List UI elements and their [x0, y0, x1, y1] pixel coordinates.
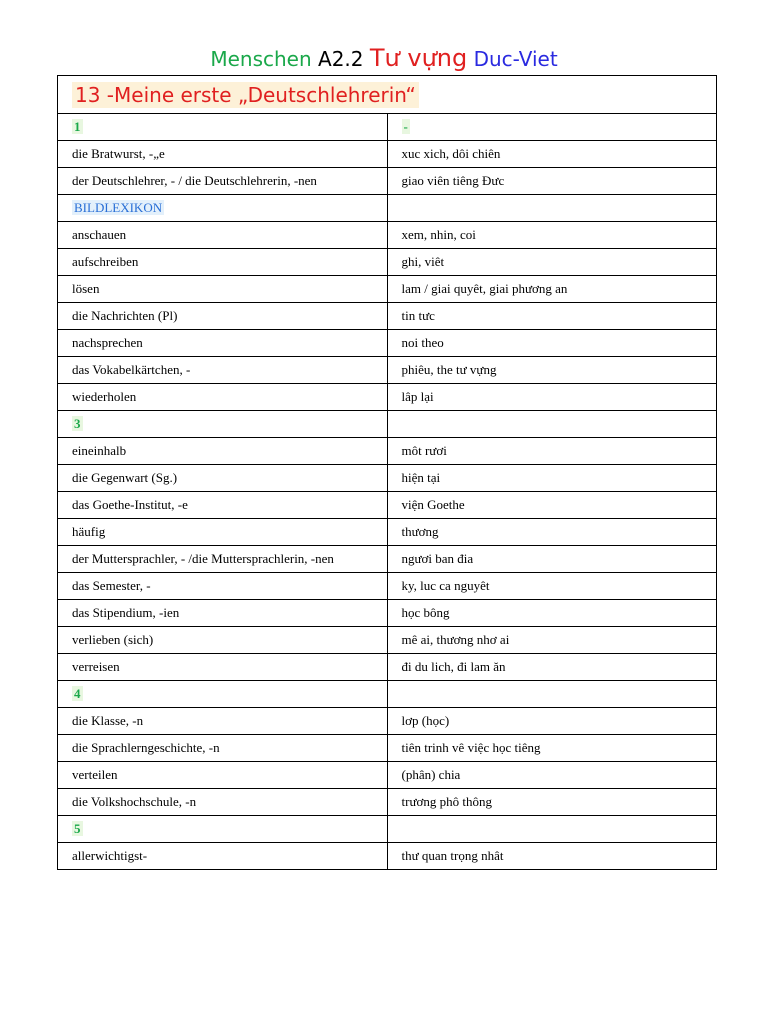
- german-term-cell: [58, 600, 388, 627]
- lexikon-row: [58, 195, 717, 222]
- section-number: 3: [74, 416, 81, 431]
- vietnamese-translation-cell: [387, 573, 717, 600]
- german-term-cell: [58, 627, 388, 654]
- vietnamese-translation-cell: [387, 654, 717, 681]
- german-term-cell: [58, 681, 388, 708]
- german-term-cell: [58, 735, 388, 762]
- german-term: das Goethe-Institut, -e: [72, 497, 188, 512]
- vietnamese-translation-cell: [387, 816, 717, 843]
- vietnamese-translation-cell: [387, 330, 717, 357]
- vietnamese-translation-cell: [387, 492, 717, 519]
- vietnamese-translation: ky, luc ca nguyêt: [401, 578, 490, 593]
- vocab-row: [58, 843, 717, 870]
- german-term-cell: [58, 789, 388, 816]
- vietnamese-translation: hiện tại: [401, 470, 441, 485]
- vietnamese-translation-cell: [387, 843, 717, 870]
- vocabulary-table: [57, 75, 717, 870]
- vietnamese-translation: lâp lại: [401, 389, 434, 404]
- vietnamese-translation: xuc xich, dôi chiên: [401, 146, 501, 161]
- vietnamese-translation: đi du lich, đi lam ăn: [401, 659, 506, 674]
- german-term: der Deutschlehrer, - / die Deutschlehrerin, -nen: [72, 173, 317, 188]
- vietnamese-translation: lơp (học): [401, 713, 450, 728]
- german-term-cell: [58, 816, 388, 843]
- german-term-cell: [58, 303, 388, 330]
- german-term-cell: [58, 573, 388, 600]
- section-row: [58, 411, 717, 438]
- german-term-cell: [58, 438, 388, 465]
- vietnamese-translation-cell: [387, 114, 717, 141]
- german-term: die Nachrichten (Pl): [72, 308, 178, 323]
- german-term-cell: [58, 222, 388, 249]
- header-vocabulary-label: Tư vựng: [369, 44, 468, 72]
- vietnamese-translation-cell: [387, 357, 717, 384]
- vietnamese-translation-cell: [387, 141, 717, 168]
- german-term-cell: [58, 357, 388, 384]
- section-number: 1: [74, 119, 81, 134]
- vietnamese-translation: học bông: [401, 605, 450, 620]
- german-term-cell: [58, 843, 388, 870]
- german-term: verreisen: [72, 659, 120, 674]
- bildlexikon-label: BILDLEXIKON: [74, 200, 163, 215]
- vocab-row: [58, 276, 717, 303]
- section-number: 4: [74, 686, 81, 701]
- vietnamese-translation: thương: [401, 524, 439, 539]
- section-number: 5: [74, 821, 81, 836]
- title-row: [58, 76, 717, 114]
- vietnamese-translation-cell: [387, 600, 717, 627]
- german-term: das Semester, -: [72, 578, 151, 593]
- german-term-cell: [58, 195, 388, 222]
- vietnamese-translation-cell: [387, 762, 717, 789]
- vocab-row: [58, 546, 717, 573]
- vocab-row: [58, 627, 717, 654]
- section-row: [58, 114, 717, 141]
- vocab-row: [58, 303, 717, 330]
- page-header: [0, 44, 768, 72]
- vietnamese-translation-cell: [387, 789, 717, 816]
- vietnamese-translation-cell: [387, 303, 717, 330]
- german-term-cell: [58, 492, 388, 519]
- german-term: die Bratwurst, -„e: [72, 146, 165, 161]
- vietnamese-translation: ghi, viêt: [401, 254, 445, 269]
- german-term: die Volkshochschule, -n: [72, 794, 197, 809]
- title-cell: [58, 76, 717, 114]
- vietnamese-translation-cell: [387, 627, 717, 654]
- german-term-cell: [58, 276, 388, 303]
- vietnamese-translation: tin tưc: [401, 308, 435, 323]
- header-level: A2.2: [318, 47, 364, 71]
- german-term: lösen: [72, 281, 100, 296]
- header-book-name: Menschen: [210, 47, 312, 71]
- vocab-row: [58, 249, 717, 276]
- german-term-cell: [58, 168, 388, 195]
- vietnamese-translation: xem, nhin, coi: [401, 227, 476, 242]
- vietnamese-translation: phiêu, the tư vựng: [401, 362, 497, 377]
- vietnamese-translation-cell: [387, 168, 717, 195]
- german-term: häufig: [72, 524, 106, 539]
- vietnamese-translation: mê ai, thương nhơ ai: [401, 632, 510, 647]
- vocab-row: [58, 330, 717, 357]
- lesson-title: 13 -Meine erste „Deutschlehrerin“: [72, 82, 419, 108]
- vietnamese-translation: tiên trinh vê việc học tiêng: [401, 740, 541, 755]
- vietnamese-translation-cell: [387, 276, 717, 303]
- german-term: die Gegenwart (Sg.): [72, 470, 178, 485]
- german-term-cell: [58, 519, 388, 546]
- german-term-cell: [58, 762, 388, 789]
- vietnamese-translation: ngươi ban đia: [401, 551, 474, 566]
- vietnamese-translation-cell: [387, 465, 717, 492]
- german-term-cell: [58, 654, 388, 681]
- vocab-row: [58, 762, 717, 789]
- vocab-row: [58, 519, 717, 546]
- section-row: [58, 816, 717, 843]
- vocab-row: [58, 573, 717, 600]
- vocab-row: [58, 735, 717, 762]
- vocab-row: [58, 492, 717, 519]
- vocab-row: [58, 438, 717, 465]
- vocab-row: [58, 600, 717, 627]
- german-term: die Sprachlerngeschichte, -n: [72, 740, 220, 755]
- german-term: eineinhalb: [72, 443, 127, 458]
- vietnamese-translation-cell: [387, 411, 717, 438]
- vietnamese-translation-cell: [387, 249, 717, 276]
- vocab-row: [58, 708, 717, 735]
- german-term: die Klasse, -n: [72, 713, 144, 728]
- german-term-cell: [58, 249, 388, 276]
- vocab-row: [58, 384, 717, 411]
- german-term: das Vokabelkärtchen, -: [72, 362, 191, 377]
- vocab-row: [58, 141, 717, 168]
- vietnamese-translation: trương phô thông: [401, 794, 492, 809]
- vietnamese-translation-cell: [387, 519, 717, 546]
- vietnamese-translation-cell: [387, 546, 717, 573]
- vietnamese-translation: môt rươi: [401, 443, 447, 458]
- german-term: verteilen: [72, 767, 118, 782]
- vietnamese-translation: viện Goethe: [401, 497, 465, 512]
- german-term-cell: [58, 411, 388, 438]
- vietnamese-translation: -: [403, 119, 408, 134]
- vietnamese-translation-cell: [387, 195, 717, 222]
- german-term-cell: [58, 141, 388, 168]
- vietnamese-translation-cell: [387, 708, 717, 735]
- german-term: wiederholen: [72, 389, 137, 404]
- vocab-row: [58, 789, 717, 816]
- german-term-cell: [58, 384, 388, 411]
- vietnamese-translation-cell: [387, 438, 717, 465]
- vietnamese-translation: lam / giai quyêt, giai phương an: [401, 281, 568, 296]
- vietnamese-translation-cell: [387, 681, 717, 708]
- vietnamese-translation: (phân) chia: [401, 767, 461, 782]
- german-term: anschauen: [72, 227, 127, 242]
- german-term-cell: [58, 465, 388, 492]
- german-term: verlieben (sich): [72, 632, 154, 647]
- vocab-row: [58, 168, 717, 195]
- german-term: aufschreiben: [72, 254, 139, 269]
- german-term: nachsprechen: [72, 335, 143, 350]
- german-term: allerwichtigst-: [72, 848, 148, 863]
- header-author: Duc-Viet: [473, 47, 558, 71]
- vocab-row: [58, 357, 717, 384]
- vietnamese-translation-cell: [387, 735, 717, 762]
- german-term-cell: [58, 330, 388, 357]
- vietnamese-translation: thư quan trọng nhât: [401, 848, 504, 863]
- german-term-cell: [58, 546, 388, 573]
- section-row: [58, 681, 717, 708]
- vocab-row: [58, 222, 717, 249]
- german-term: das Stipendium, -ien: [72, 605, 180, 620]
- vietnamese-translation-cell: [387, 222, 717, 249]
- vietnamese-translation: noi theo: [401, 335, 444, 350]
- vietnamese-translation: giao viên tiêng Đưc: [401, 173, 505, 188]
- german-term: der Muttersprachler, - /die Muttersprachlerin, -nen: [72, 551, 334, 566]
- vocab-row: [58, 654, 717, 681]
- vietnamese-translation-cell: [387, 384, 717, 411]
- german-term-cell: [58, 114, 388, 141]
- vocab-row: [58, 465, 717, 492]
- german-term-cell: [58, 708, 388, 735]
